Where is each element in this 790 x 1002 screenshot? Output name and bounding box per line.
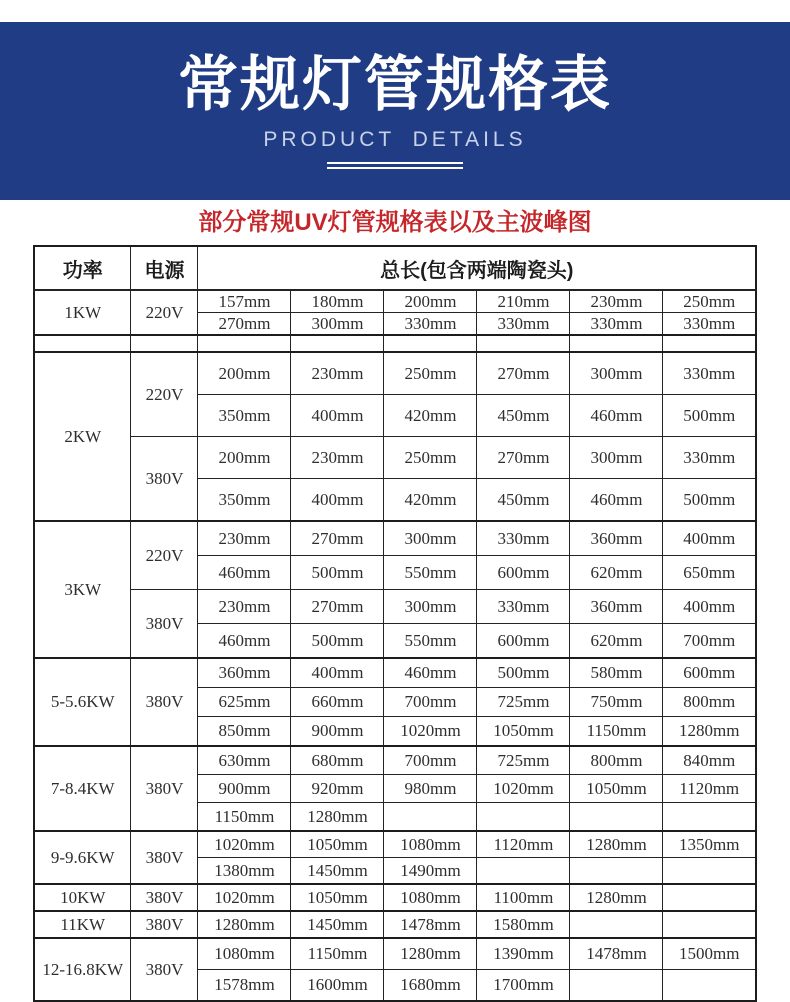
length-cell: 725mm <box>477 746 570 775</box>
length-cell: 900mm <box>291 717 384 747</box>
length-cell: 1580mm <box>477 911 570 938</box>
length-cell: 850mm <box>198 717 291 747</box>
length-cell: 330mm <box>663 352 756 395</box>
length-cell: 330mm <box>384 313 477 336</box>
length-cell: 600mm <box>477 624 570 659</box>
length-cell: 580mm <box>570 658 663 688</box>
length-cell: 700mm <box>384 688 477 717</box>
length-cell: 800mm <box>663 688 756 717</box>
length-cell: 1450mm <box>291 911 384 938</box>
length-cell <box>570 858 663 885</box>
length-cell: 400mm <box>291 395 384 437</box>
table-row <box>34 911 756 938</box>
length-cell <box>477 335 570 352</box>
length-cell: 1700mm <box>477 970 570 1002</box>
voltage-cell: 220V <box>131 521 198 590</box>
table-row <box>34 437 756 479</box>
length-cell: 460mm <box>570 395 663 437</box>
length-cell: 200mm <box>384 290 477 313</box>
power-cell: 9-9.6KW <box>34 831 131 884</box>
voltage-cell: 380V <box>131 831 198 884</box>
length-cell: 1600mm <box>291 970 384 1002</box>
table-row <box>34 831 756 858</box>
section-title: 部分常规UV灯管规格表以及主波峰图 <box>198 209 592 236</box>
length-cell: 600mm <box>477 556 570 590</box>
length-cell: 600mm <box>663 658 756 688</box>
power-header: 功率 <box>34 246 131 290</box>
length-cell: 230mm <box>198 521 291 556</box>
power-cell: 12-16.8KW <box>34 938 131 1001</box>
length-cell: 1390mm <box>477 938 570 970</box>
length-cell: 500mm <box>291 556 384 590</box>
table-row <box>34 521 756 556</box>
length-cell: 400mm <box>663 590 756 624</box>
length-cell: 200mm <box>198 352 291 395</box>
length-cell: 500mm <box>663 395 756 437</box>
table-row <box>34 290 756 313</box>
length-cell: 1450mm <box>291 858 384 885</box>
length-cell: 460mm <box>384 658 477 688</box>
length-cell: 250mm <box>663 290 756 313</box>
voltage-cell <box>131 335 198 352</box>
length-cell: 450mm <box>477 479 570 522</box>
length-cell: 400mm <box>663 521 756 556</box>
length-cell: 700mm <box>384 746 477 775</box>
length-cell <box>570 911 663 938</box>
length-cell <box>663 884 756 911</box>
length-cell: 625mm <box>198 688 291 717</box>
power-cell: 11KW <box>34 911 131 938</box>
voltage-cell: 380V <box>131 658 198 746</box>
length-header: 总长(包含两端陶瓷头) <box>198 246 756 290</box>
length-cell: 1050mm <box>570 775 663 803</box>
length-cell: 250mm <box>384 352 477 395</box>
length-cell: 980mm <box>384 775 477 803</box>
length-cell <box>663 858 756 885</box>
double-underline-decoration <box>327 162 463 169</box>
length-cell: 460mm <box>198 556 291 590</box>
length-cell: 420mm <box>384 395 477 437</box>
length-cell: 750mm <box>570 688 663 717</box>
product-details-subtitle: PRODUCT DETAILS <box>263 128 527 151</box>
length-cell: 1150mm <box>198 803 291 832</box>
length-cell: 230mm <box>198 590 291 624</box>
length-cell: 300mm <box>570 352 663 395</box>
table-row <box>34 658 756 688</box>
length-cell: 157mm <box>198 290 291 313</box>
length-cell: 1020mm <box>198 884 291 911</box>
length-cell: 1680mm <box>384 970 477 1002</box>
length-cell: 300mm <box>570 437 663 479</box>
length-cell: 270mm <box>198 313 291 336</box>
length-cell: 460mm <box>570 479 663 522</box>
length-cell: 1578mm <box>198 970 291 1002</box>
length-cell <box>291 335 384 352</box>
voltage-header: 电源 <box>131 246 198 290</box>
length-cell: 400mm <box>291 479 384 522</box>
length-cell: 300mm <box>384 590 477 624</box>
length-cell <box>663 911 756 938</box>
length-cell: 1080mm <box>198 938 291 970</box>
length-cell: 1050mm <box>477 717 570 747</box>
length-cell: 330mm <box>477 521 570 556</box>
length-cell: 630mm <box>198 746 291 775</box>
length-cell: 180mm <box>291 290 384 313</box>
length-cell <box>477 858 570 885</box>
length-cell: 360mm <box>570 521 663 556</box>
length-cell <box>570 970 663 1002</box>
length-cell: 330mm <box>663 313 756 336</box>
length-cell: 230mm <box>291 352 384 395</box>
length-cell: 210mm <box>477 290 570 313</box>
voltage-cell: 220V <box>131 290 198 335</box>
length-cell: 1350mm <box>663 831 756 858</box>
length-cell: 725mm <box>477 688 570 717</box>
length-cell: 270mm <box>477 437 570 479</box>
length-cell: 350mm <box>198 395 291 437</box>
length-cell: 1280mm <box>291 803 384 832</box>
length-cell <box>384 335 477 352</box>
voltage-cell: 220V <box>131 352 198 437</box>
table-row <box>34 746 756 775</box>
spec-table <box>33 245 757 1002</box>
length-cell: 1080mm <box>384 831 477 858</box>
length-cell: 500mm <box>663 479 756 522</box>
length-cell: 270mm <box>291 590 384 624</box>
spec-table-body <box>34 290 756 1001</box>
power-cell <box>34 335 131 352</box>
table-row <box>34 884 756 911</box>
length-cell: 1050mm <box>291 884 384 911</box>
length-cell: 450mm <box>477 395 570 437</box>
length-cell: 1020mm <box>384 717 477 747</box>
length-cell: 700mm <box>663 624 756 659</box>
length-cell: 1080mm <box>384 884 477 911</box>
length-cell: 330mm <box>570 313 663 336</box>
length-cell <box>477 803 570 832</box>
power-cell: 1KW <box>34 290 131 335</box>
power-cell: 7-8.4KW <box>34 746 131 831</box>
power-cell: 2KW <box>34 352 131 521</box>
length-cell: 360mm <box>198 658 291 688</box>
length-cell: 680mm <box>291 746 384 775</box>
power-cell: 3KW <box>34 521 131 658</box>
length-cell: 420mm <box>384 479 477 522</box>
length-cell: 620mm <box>570 624 663 659</box>
length-cell: 460mm <box>198 624 291 659</box>
length-cell: 920mm <box>291 775 384 803</box>
table-row <box>34 352 756 395</box>
length-cell: 360mm <box>570 590 663 624</box>
length-cell: 230mm <box>291 437 384 479</box>
page-title: 常规灯管规格表 <box>178 51 612 118</box>
length-cell <box>570 803 663 832</box>
table-row <box>34 590 756 624</box>
length-cell: 900mm <box>198 775 291 803</box>
length-cell: 250mm <box>384 437 477 479</box>
length-cell: 400mm <box>291 658 384 688</box>
voltage-cell: 380V <box>131 437 198 522</box>
length-cell: 1150mm <box>570 717 663 747</box>
length-cell: 500mm <box>477 658 570 688</box>
length-cell: 1280mm <box>570 831 663 858</box>
length-cell: 350mm <box>198 479 291 522</box>
voltage-cell: 380V <box>131 938 198 1001</box>
length-cell: 1020mm <box>477 775 570 803</box>
length-cell: 660mm <box>291 688 384 717</box>
length-cell <box>384 803 477 832</box>
table-row <box>34 938 756 970</box>
length-cell: 230mm <box>570 290 663 313</box>
length-cell <box>663 803 756 832</box>
length-cell <box>198 335 291 352</box>
length-cell: 840mm <box>663 746 756 775</box>
table-row <box>34 335 756 352</box>
length-cell <box>570 335 663 352</box>
length-cell: 1500mm <box>663 938 756 970</box>
voltage-cell: 380V <box>131 590 198 659</box>
length-cell: 1380mm <box>198 858 291 885</box>
length-cell: 200mm <box>198 437 291 479</box>
length-cell: 1478mm <box>384 911 477 938</box>
length-cell: 1050mm <box>291 831 384 858</box>
length-cell: 1280mm <box>663 717 756 747</box>
length-cell: 1490mm <box>384 858 477 885</box>
length-cell <box>663 335 756 352</box>
table-header-row <box>34 246 756 290</box>
length-cell: 500mm <box>291 624 384 659</box>
length-cell: 300mm <box>291 313 384 336</box>
length-cell: 1280mm <box>384 938 477 970</box>
length-cell: 330mm <box>477 590 570 624</box>
length-cell: 1020mm <box>198 831 291 858</box>
length-cell: 270mm <box>291 521 384 556</box>
length-cell: 1120mm <box>663 775 756 803</box>
length-cell: 1100mm <box>477 884 570 911</box>
length-cell: 270mm <box>477 352 570 395</box>
banner <box>0 22 790 200</box>
length-cell: 1120mm <box>477 831 570 858</box>
length-cell: 1150mm <box>291 938 384 970</box>
length-cell: 1280mm <box>198 911 291 938</box>
length-cell: 800mm <box>570 746 663 775</box>
length-cell: 330mm <box>477 313 570 336</box>
length-cell: 620mm <box>570 556 663 590</box>
length-cell: 1280mm <box>570 884 663 911</box>
power-cell: 5-5.6KW <box>34 658 131 746</box>
length-cell: 550mm <box>384 556 477 590</box>
length-cell: 300mm <box>384 521 477 556</box>
voltage-cell: 380V <box>131 911 198 938</box>
voltage-cell: 380V <box>131 884 198 911</box>
length-cell: 330mm <box>663 437 756 479</box>
power-cell: 10KW <box>34 884 131 911</box>
length-cell: 650mm <box>663 556 756 590</box>
voltage-cell: 380V <box>131 746 198 831</box>
length-cell <box>663 970 756 1002</box>
length-cell: 550mm <box>384 624 477 659</box>
length-cell: 1478mm <box>570 938 663 970</box>
